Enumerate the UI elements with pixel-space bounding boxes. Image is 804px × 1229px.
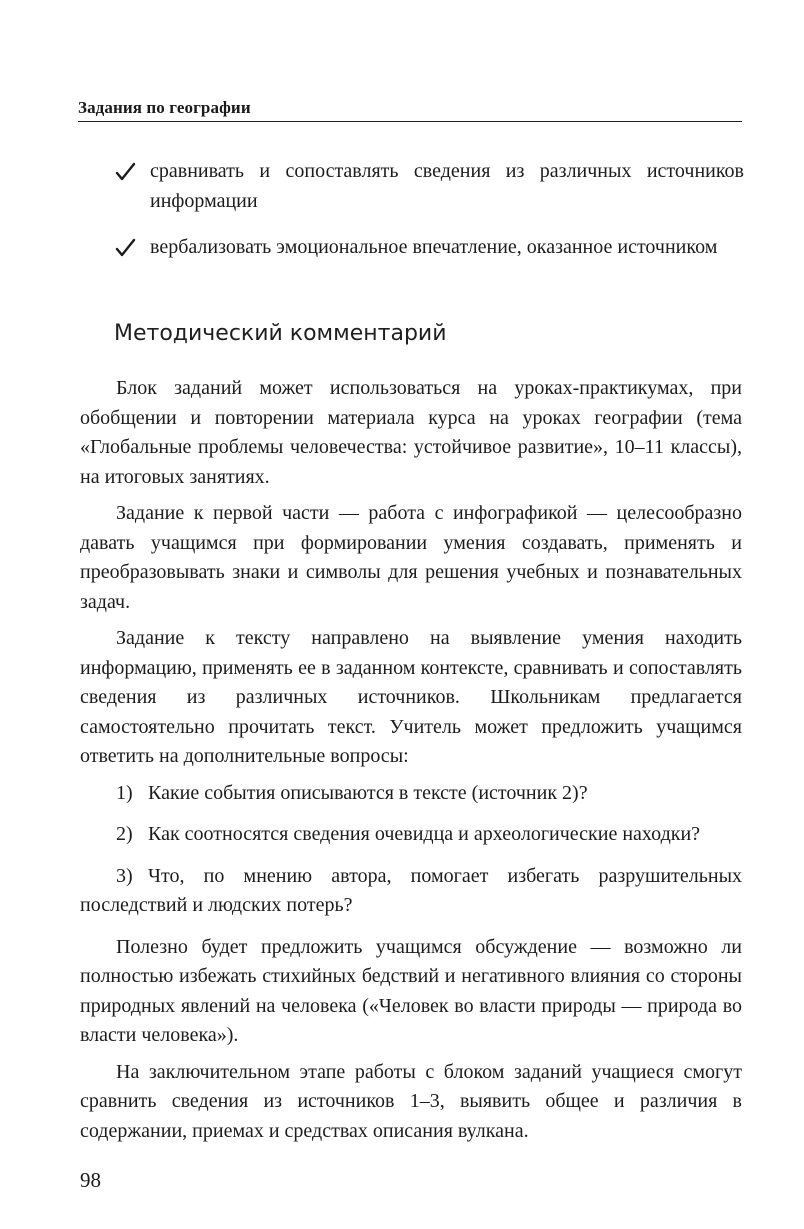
question-text: Как соотносятся сведения очевидца и археологические находки?	[148, 823, 701, 845]
checkmark-icon	[114, 237, 136, 259]
header-rule	[78, 121, 742, 122]
paragraph-text-task: Задание к тексту направлено на выявление умения находить информацию, применять ее в заданном контексте, сравнивать и сопоставлять сведения из различных источников. Школьникам предлагается самостоятельно прочитать текст. Учитель может предложить учащимся ответить на дополнительные вопросы:	[80, 627, 742, 767]
question-item	[80, 779, 742, 809]
question-number: 2)	[116, 823, 133, 845]
question-item	[80, 862, 742, 921]
running-title: Задания по географии	[78, 98, 251, 117]
checklist	[114, 156, 744, 278]
paragraph-intro: Блок заданий может использоваться на уроках-практикумах, при обобщении и повторении материала курса на уроках географии (тема «Глобальные проблемы человечества: устойчивое развитие», 10–11 классы), на итоговых занятиях.	[80, 377, 742, 488]
checklist-item-text: вербализовать эмоциональное впечатление, оказанное источником	[150, 236, 718, 258]
paragraph-infographic: Задание к первой части — работа с инфографикой — целесообразно давать учащимся при формировании умения создавать, применять и преобразовывать знаки и символы для решения учебных и познавательных задач.	[80, 502, 742, 613]
question-text: Какие события описываются в тексте (источник 2)?	[148, 781, 588, 804]
section-heading: Методический комментарий	[114, 321, 447, 346]
question-item	[80, 820, 742, 850]
paragraph-final-stage: На заключительном этапе работы с блоком заданий учащиеся смогут сравнить сведения из источников 1–3, выявить общее и различия в содержании, приемах и средствах описания вулкана.	[80, 1060, 742, 1142]
body-text	[80, 374, 742, 1153]
checklist-item	[114, 156, 744, 216]
checklist-item	[114, 232, 744, 262]
question-number: 1)	[116, 781, 133, 804]
question-text: Что, по мнению автора, помогает избегать разрушительных последствий и людских потерь?	[80, 864, 742, 916]
checklist-item-text: сравнивать и сопоставлять сведения из различных источников информации	[150, 160, 744, 212]
paragraph-discussion: Полезно будет предложить учащимся обсуждение — возможно ли полностью избежать стихийных бедствий и негативного влияния со стороны природных явлений на человека («Человек во власти природы — природа во власти человека»).	[80, 935, 742, 1046]
page-number: 98	[80, 1168, 101, 1192]
question-number: 3)	[116, 864, 133, 887]
checkmark-icon	[114, 161, 136, 183]
